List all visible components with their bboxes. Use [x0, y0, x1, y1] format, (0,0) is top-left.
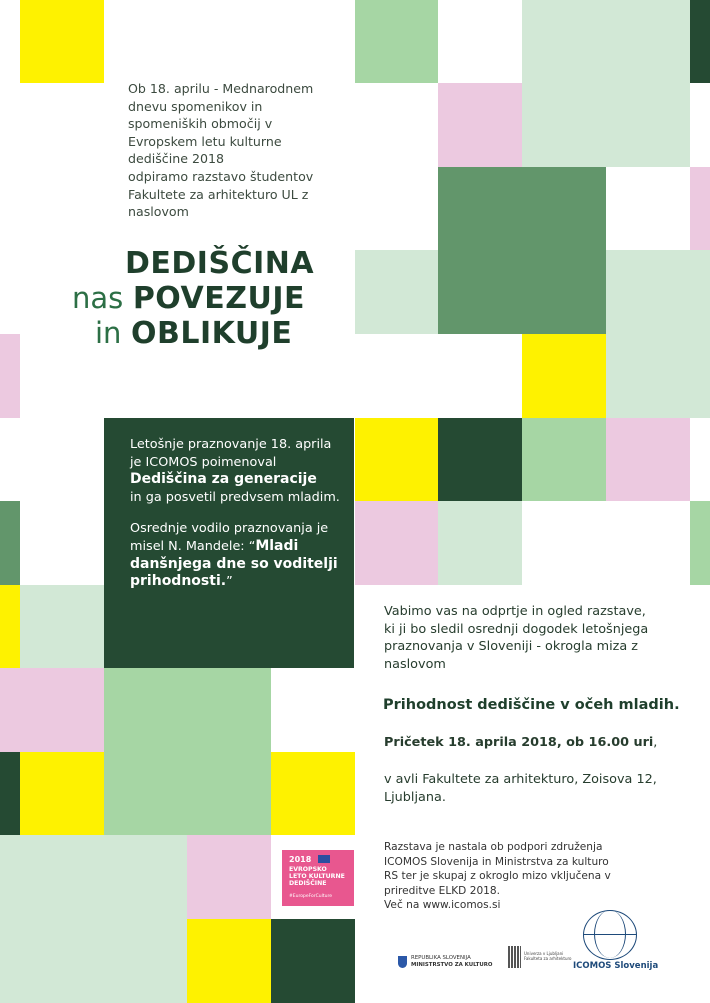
mosaic-tile: [522, 418, 606, 501]
support-link[interactable]: Več na www.icomos.si: [384, 899, 501, 912]
logo-text: Univerza v Ljubljani: [524, 951, 564, 956]
mosaic-tile: [0, 752, 20, 835]
theme-title: Dediščina za generacije: [130, 471, 317, 488]
title-prefix: in: [95, 316, 122, 350]
faculty-mark-icon: [508, 946, 521, 968]
venue-line: Ljubljana.: [384, 789, 446, 805]
intro-line: naslovom: [128, 204, 189, 220]
roundtable-title: Prihodnost dediščine v očeh mladih.: [383, 697, 680, 713]
elkd-hashtag: #EuropeForCulture: [289, 894, 333, 899]
logo-text: MINISTRSTVO ZA KULTURO: [411, 962, 493, 968]
mosaic-tile: [355, 0, 438, 83]
mosaic-tile: [0, 501, 20, 585]
theme-line: [130, 471, 360, 489]
support-note: [384, 840, 611, 913]
theme-line: [130, 538, 360, 556]
intro-line: Ob 18. aprilu - Mednarodnem: [128, 81, 314, 96]
theme-line: [130, 556, 360, 574]
mosaic-tile: [20, 668, 104, 752]
quote-text: danšnjega dne so voditelji: [130, 555, 338, 572]
theme-line: in ga posvetil predvsem mladim.: [130, 489, 340, 505]
mosaic-tile: [522, 334, 606, 418]
invite-line: praznovanja v Sloveniji - okrogla miza z: [384, 639, 639, 654]
mosaic-tile: [438, 83, 522, 167]
elkd-line: EVROPSKO: [289, 866, 327, 873]
mosaic-tile: [606, 418, 690, 501]
mosaic-tile: [438, 418, 522, 501]
mosaic-tile: [355, 418, 438, 501]
mosaic-tile: [438, 501, 522, 585]
mosaic-tile: [606, 250, 710, 418]
invite-line: Vabimo vas na odprtje in ogled razstave,: [384, 604, 646, 619]
title-word: DEDIŠČINA: [125, 246, 315, 281]
intro-line: Evropskem letu kulturne: [128, 133, 282, 149]
mosaic-tile: [104, 668, 271, 835]
mosaic-tile: [187, 919, 271, 1003]
mosaic-tile: [690, 167, 710, 250]
quote-text: Mladi: [255, 537, 299, 554]
elkd-line: LETO KULTURNE: [289, 873, 345, 880]
mosaic-tile: [20, 0, 104, 83]
invitation-text: [384, 603, 704, 673]
logo-text: Fakulteta za arhitekturo: [524, 956, 572, 961]
mosaic-tile: [271, 919, 355, 1003]
event-start: [384, 735, 657, 750]
exhibition-title: [0, 246, 340, 356]
theme-line: [130, 573, 360, 591]
theme-line: je ICOMOS poimenoval: [130, 454, 277, 470]
logo-text: ICOMOS Slovenija: [573, 961, 659, 971]
venue-line: v avli Fakultete za arhitekturo, Zoisova 12,: [384, 772, 657, 787]
icomos-slovenija-logo: [573, 908, 659, 978]
mosaic-tile: [355, 250, 438, 334]
elkd-year: 2018: [289, 855, 312, 864]
intro-line: dediščine 2018: [128, 151, 225, 167]
invite-line: ki ji bo sledil osrednji dogodek letošnjega: [384, 621, 649, 637]
intro-text: [128, 80, 343, 221]
mosaic-tile: [0, 668, 20, 752]
event-venue: [384, 771, 657, 806]
support-line: prireditve ELKD 2018.: [384, 884, 501, 897]
title-prefix: nas: [72, 281, 124, 315]
mosaic-tile: [690, 0, 710, 83]
invite-line: naslovom: [384, 656, 446, 672]
title-word: POVEZUJE: [132, 281, 305, 316]
quote-close: ”: [226, 574, 233, 590]
logo-text: REPUBLIKA SLOVENIJA: [411, 955, 471, 961]
globe-icon: [583, 910, 637, 960]
icomos-theme-box: [104, 418, 354, 668]
support-line: Razstava je nastala ob podpori združenja: [384, 841, 603, 853]
theme-line: Osrednje vodilo praznovanja je: [130, 521, 329, 537]
theme-line: Letošnje praznovanje 18. aprila: [130, 437, 332, 452]
intro-line: spomeniških območij v: [128, 116, 273, 132]
event-start-tail: ,: [653, 735, 658, 750]
elkd-line: DEDIŠČINE: [289, 880, 327, 887]
slovenia-crest-icon: [398, 956, 407, 968]
mosaic-tile: [0, 835, 187, 1003]
elkd-2018-logo: [282, 850, 354, 906]
mosaic-tile: [20, 585, 104, 668]
quote-text: prihodnosti.: [130, 573, 227, 590]
mosaic-tile: [355, 501, 438, 585]
mosaic-tile: [271, 752, 355, 835]
mosaic-tile: [522, 0, 690, 167]
intro-line: dnevu spomenikov in: [128, 98, 263, 114]
support-line: RS ter je skupaj z okroglo mizo vključena v: [384, 870, 611, 883]
quote-intro: misel N. Mandele: “: [130, 538, 256, 554]
mosaic-tile: [0, 585, 20, 668]
title-word: OBLIKUJE: [130, 316, 293, 351]
support-line: ICOMOS Slovenija in Ministrstva za kulturo: [384, 855, 609, 868]
intro-line: odpiramo razstavo študentov: [128, 168, 314, 184]
mosaic-tile: [20, 752, 104, 835]
mosaic-tile: [690, 501, 710, 585]
eu-flag-icon: [318, 855, 330, 863]
intro-line: Fakultete za arhitekturo UL z: [128, 186, 309, 202]
mosaic-tile: [187, 835, 271, 919]
event-start-time: Pričetek 18. aprila 2018, ob 16.00 uri: [384, 735, 654, 750]
mosaic-tile: [438, 167, 606, 334]
